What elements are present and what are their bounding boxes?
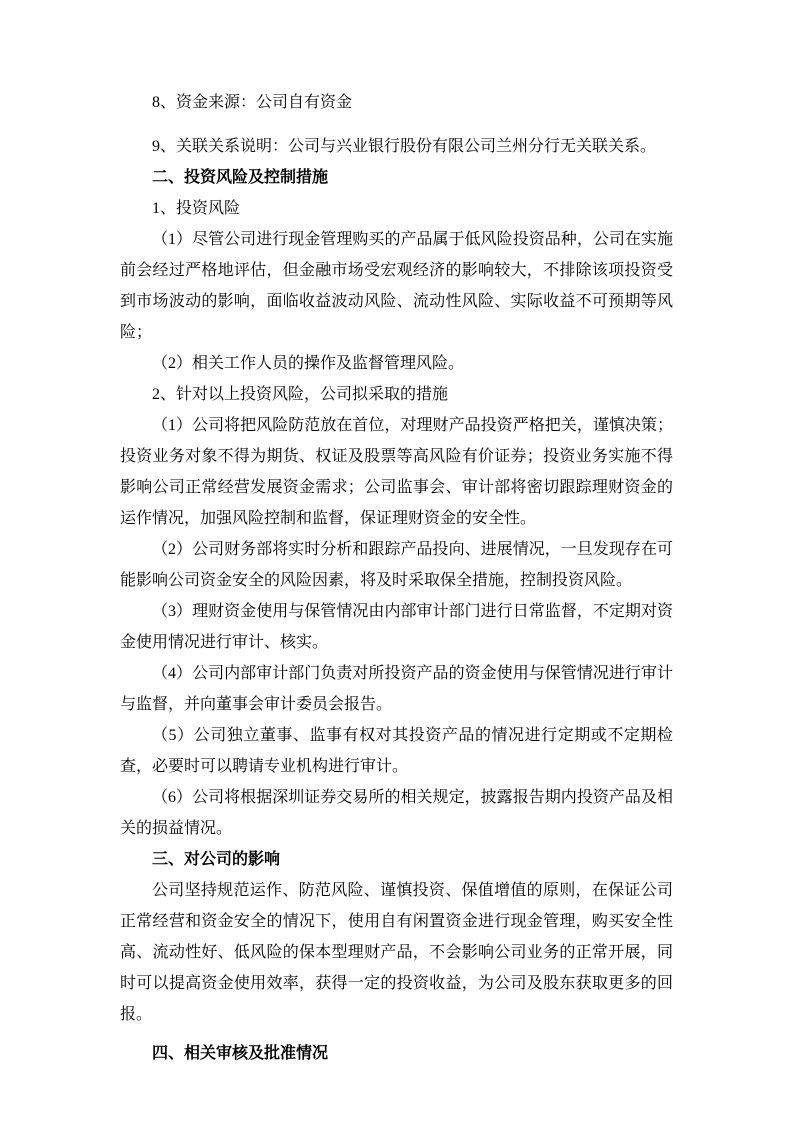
section-heading: 四、相关审核及批准情况 xyxy=(152,1045,329,1062)
document-body xyxy=(120,87,673,1069)
paragraph: （5）公司独立董事、监事有权对其投资产品的情况进行定期或不定期检查，必要时可以聘请专业机构进行审计。 xyxy=(120,727,673,775)
paragraph: 1、投资风险 xyxy=(152,200,241,217)
paragraph: （3）理财资金使用与保管情况由内部审计部门进行日常监督，不定期对资金使用情况进行审计、核实。 xyxy=(120,603,673,651)
paragraph: （1）公司将把风险防范放在首位，对理财产品投资严格把关，谨慎决策；投资业务对象不得为期货、权证及股票等高风险有价证券；投资业务实施不得影响公司正常经营发展资金需求；公司监事会、审计部将密切跟踪理财资金的运作情况，加强风险控制和监督，保证理财资金的安全性。 xyxy=(120,417,673,527)
paragraph: （4）公司内部审计部门负责对所投资产品的资金使用与保管情况进行审计与监督，并向董事会审计委员会报告。 xyxy=(120,665,673,713)
section-heading: 三、对公司的影响 xyxy=(152,851,281,868)
paragraph: 8、资金来源：公司自有资金 xyxy=(152,94,353,111)
paragraph: （2）公司财务部将实时分析和跟踪产品投向、进展情况，一旦发现存在可能影响公司资金安全的风险因素，将及时采取保全措施，控制投资风险。 xyxy=(120,541,673,589)
paragraph: 9、关联关系说明：公司与兴业银行股份有限公司兰州分行无关联关系。 xyxy=(152,138,657,155)
section-heading: 二、投资风险及控制措施 xyxy=(152,169,329,186)
paragraph: （2）相关工作人员的操作及监督管理风险。 xyxy=(152,355,465,372)
paragraph: 公司坚持规范运作、防范风险、谨慎投资、保值增值的原则，在保证公司正常经营和资金安全的情况下，使用自有闲置资金进行现金管理，购买安全性高、流动性好、低风险的保本型理财产品，不会影响公司业务的正常开展，同时可以提高资金使用效率，获得一定的投资收益，为公司及股东获取更多的回报。 xyxy=(120,882,673,1023)
paragraph: （6）公司将根据深圳证券交易所的相关规定，披露报告期内投资产品及相关的损益情况。 xyxy=(120,789,673,837)
paragraph: （1）尽管公司进行现金管理购买的产品属于低风险投资品种，公司在实施前会经过严格地评估，但金融市场受宏观经济的影响较大，不排除该项投资受到市场波动的影响，面临收益波动风险、流动性风险、实际收益不可预期等风险； xyxy=(120,231,673,341)
paragraph: 2、针对以上投资风险，公司拟采取的措施 xyxy=(152,386,449,403)
